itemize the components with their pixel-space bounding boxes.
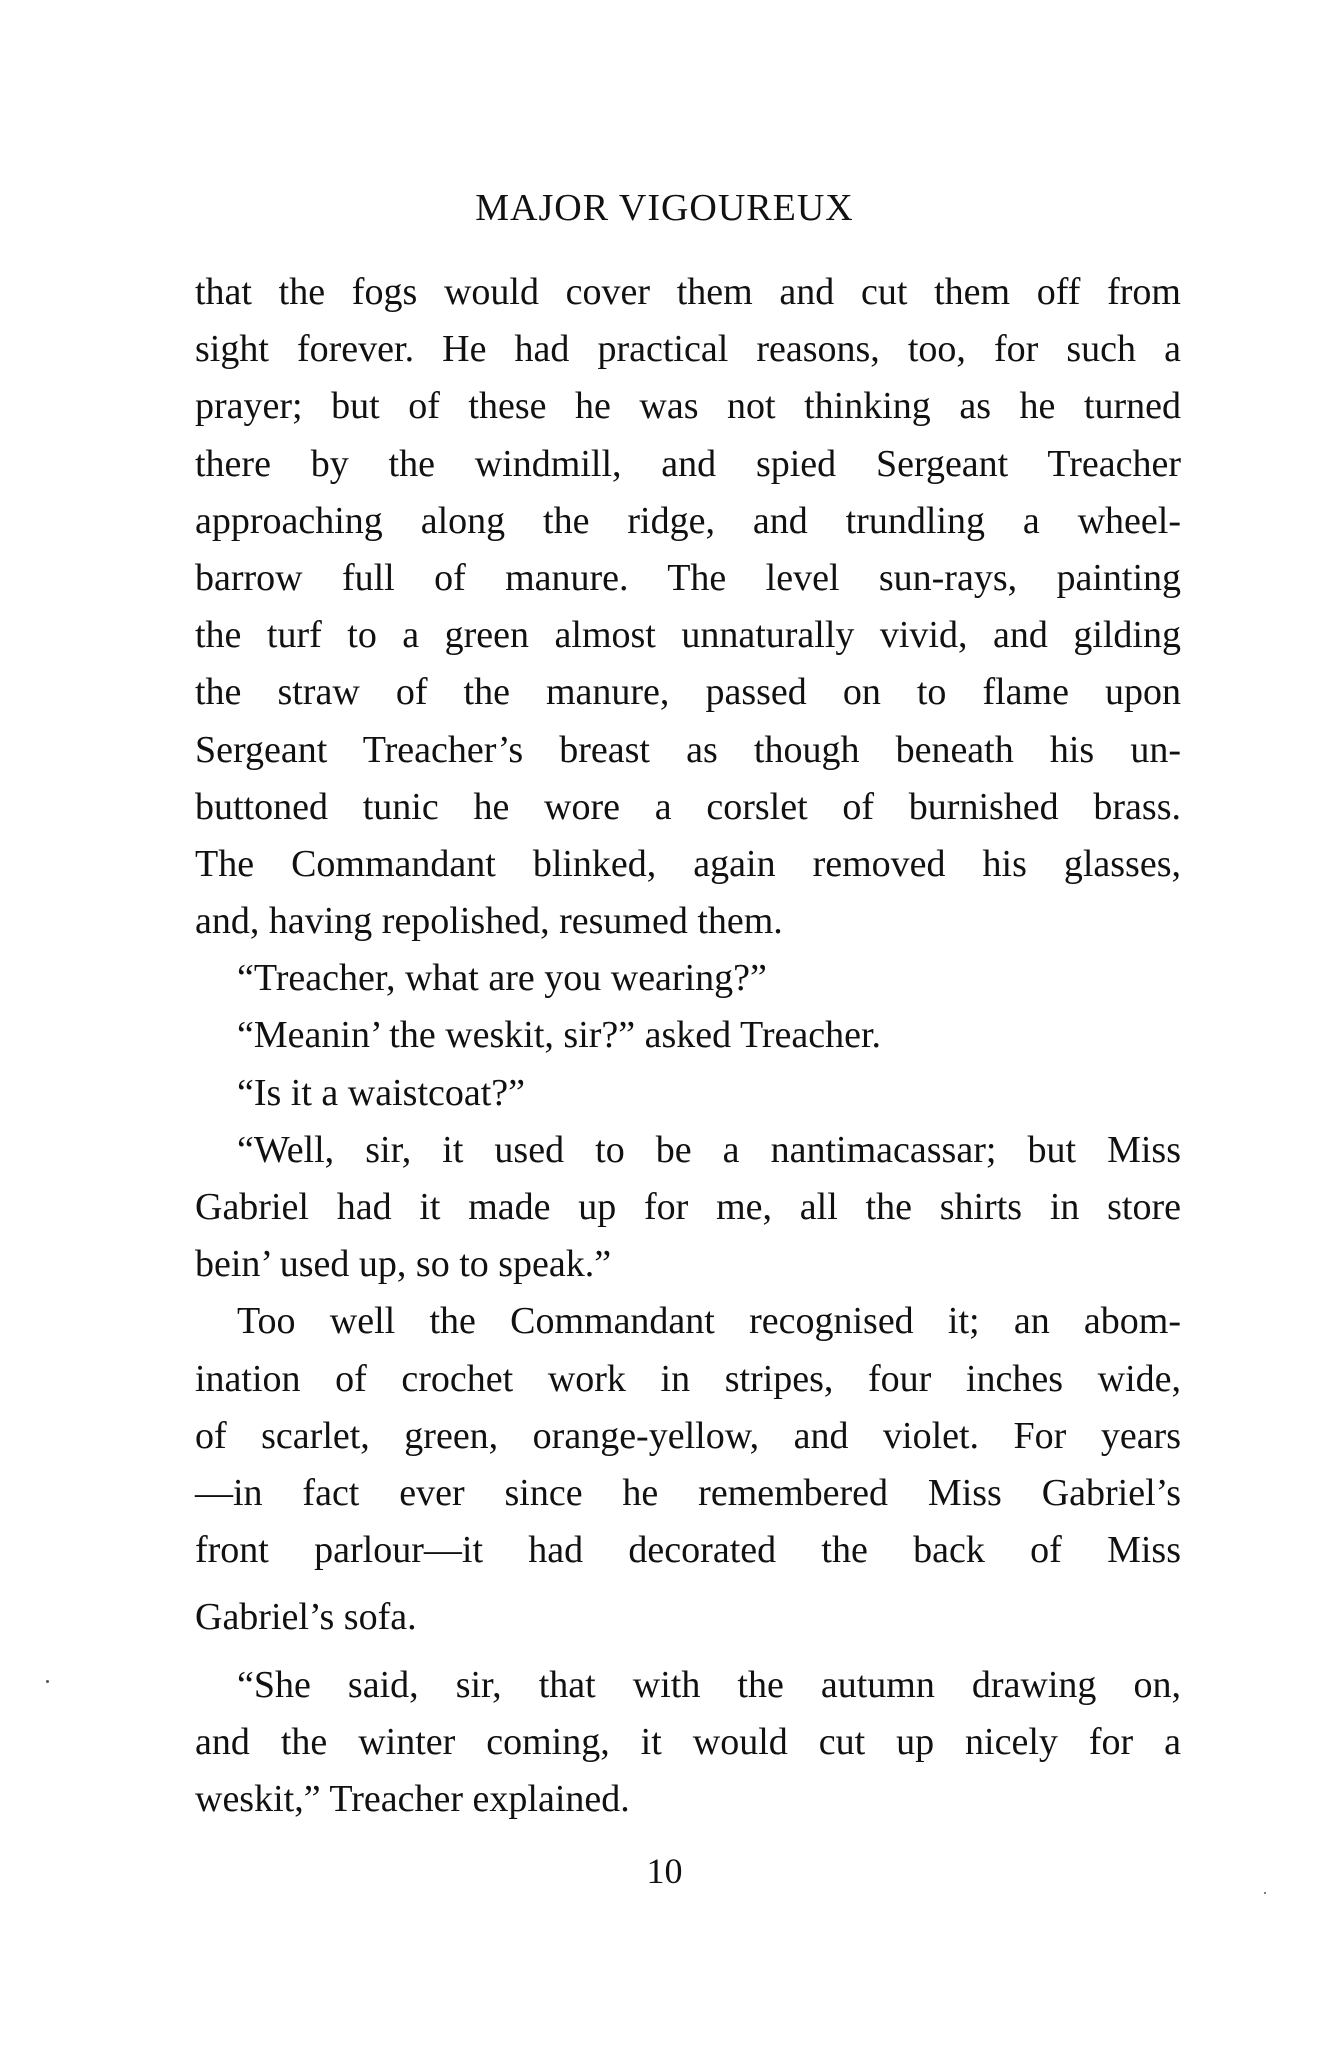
text-line: —in fact ever since he remembered Miss Gabriel’s bbox=[195, 1471, 1181, 1514]
text-line: “Treacher, what are you wearing?” bbox=[237, 957, 767, 1000]
page-body-text bbox=[195, 264, 1181, 1828]
text-line: and the winter coming, it would cut up nicely for a bbox=[195, 1720, 1181, 1763]
text-line: bein’ used up, so to speak.” bbox=[195, 1243, 612, 1286]
text-line: “Meanin’ the weskit, sir?” asked Treacher. bbox=[237, 1014, 882, 1057]
text-line: there by the windmill, and spied Sergeant Treacher bbox=[195, 442, 1181, 485]
text-line: sight forever. He had practical reasons, too, for such a bbox=[195, 328, 1181, 371]
text-line: the turf to a green almost unnaturally vivid, and gilding bbox=[195, 614, 1181, 657]
text-line: “Is it a waistcoat?” bbox=[237, 1071, 526, 1114]
scan-speck bbox=[1264, 1892, 1266, 1894]
text-line: Gabriel’s sofa. bbox=[195, 1596, 417, 1639]
text-line: “Well, sir, it used to be a nantimacassar; but Miss bbox=[237, 1128, 1181, 1171]
text-line: that the fogs would cover them and cut them off from bbox=[195, 271, 1181, 313]
running-title: MAJOR VIGOUREUX bbox=[475, 187, 854, 229]
text-line: buttoned tunic he wore a corslet of burnished brass. bbox=[195, 785, 1181, 828]
text-line: ination of crochet work in stripes, four inches wide, bbox=[195, 1357, 1181, 1400]
text-line: and, having repolished, resumed them. bbox=[195, 900, 783, 943]
text-line: the straw of the manure, passed on to flame upon bbox=[195, 671, 1181, 714]
text-line: front parlour—it had decorated the back of Miss bbox=[195, 1529, 1181, 1572]
text-line: Sergeant Treacher’s breast as though beneath his un- bbox=[195, 728, 1181, 771]
text-line: Too well the Commandant recognised it; an abom- bbox=[237, 1300, 1181, 1343]
text-line: weskit,” Treacher explained. bbox=[195, 1777, 630, 1820]
text-line: approaching along the ridge, and trundling a wheel- bbox=[195, 499, 1181, 542]
text-line: The Commandant blinked, again removed his glasses, bbox=[195, 842, 1181, 885]
text-line: “She said, sir, that with the autumn drawing on, bbox=[237, 1663, 1181, 1706]
text-line: Gabriel had it made up for me, all the shirts in store bbox=[195, 1186, 1181, 1228]
text-line: barrow full of manure. The level sun-rays, painting bbox=[195, 556, 1181, 599]
scan-speck bbox=[46, 1680, 49, 1683]
text-line: prayer; but of these he was not thinking as he turned bbox=[195, 385, 1181, 428]
page-number: 10 bbox=[646, 1851, 683, 1891]
text-line: of scarlet, green, orange-yellow, and violet. For years bbox=[195, 1414, 1181, 1457]
